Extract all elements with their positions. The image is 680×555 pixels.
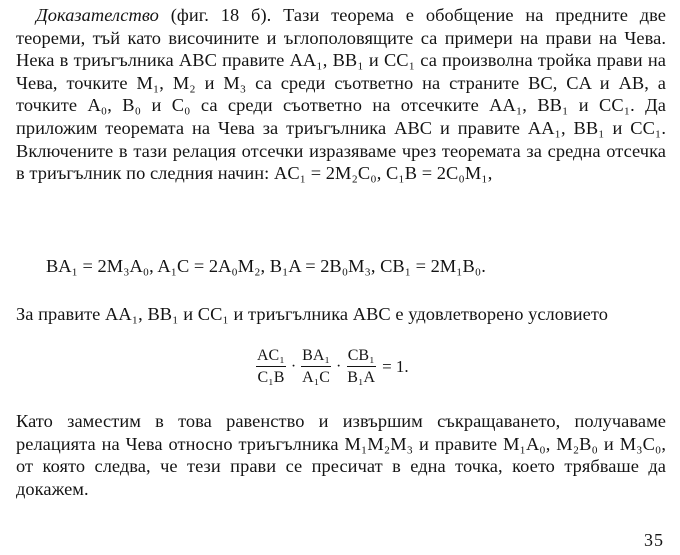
fraction-1-numerator: AC₁ [256,346,286,367]
page-number: 35 [644,530,664,550]
ceva-equation [254,346,409,387]
proof-text: (фиг. 18 б). Тази теорема е обобщение на предните две теореми, тъй като височините и ъглополовящите са примери на прави на Чева. Нека в триъгълника ABC правите AA₁, BB₁ и CC₁ са произволна тройка прави на Чева, точките M₁, M₂ и M₃ са среди съответно на страните BC, CA и AB, а точките A₀, B₀ и C₀ са среди съответно на отсечките AA₁, BB₁ и CC₁. Да приложим теоремата на Чева за триъгълника ABC и правите AA₁, BB₁ и CC₁. Включените в тази релация отсечки изразяваме чрез теоремата за средна отсечка в триъгълник по следния начин: AC₁ = 2M₂C₀, C₁B = 2C₀M₁, [16,5,666,184]
conclusion-paragraph: Като заместим в това равенство и извършим съкращаването, получаваме релацията на Чева относно триъгълника M₁M₂M₃ и правите M₁A₀, M₂B₀ и M₃C₀, от която следва, че тези прави се пресичат в една точка, което трябваше да докажем. [16,411,666,499]
midsegment-equalities: BA₁ = 2M₃A₀, A₁C = 2A₀M₂, B₁A = 2B₀M₃, CB₁ = 2M₁B₀. [46,256,486,276]
fraction-3 [346,346,376,387]
fraction-2-denominator: A₁C [302,369,330,386]
fraction-3-denominator: B₁A [347,369,376,386]
multiply-dot: · [290,357,297,375]
fraction-2-numerator: BA₁ [301,346,331,367]
fraction-2 [301,346,331,387]
condition-paragraph: За правите AA₁, BB₁ и CC₁ и триъгълника ABC е удовлетворено условието [16,304,608,324]
proof-heading: Доказателство [36,5,159,25]
multiply-dot: · [335,357,342,375]
fraction-3-numerator: CB₁ [347,346,376,367]
fraction-1-denominator: C₁B [257,369,285,386]
fraction-1 [256,346,286,387]
equation-rhs: = 1. [382,356,409,376]
proof-paragraph [16,4,666,185]
